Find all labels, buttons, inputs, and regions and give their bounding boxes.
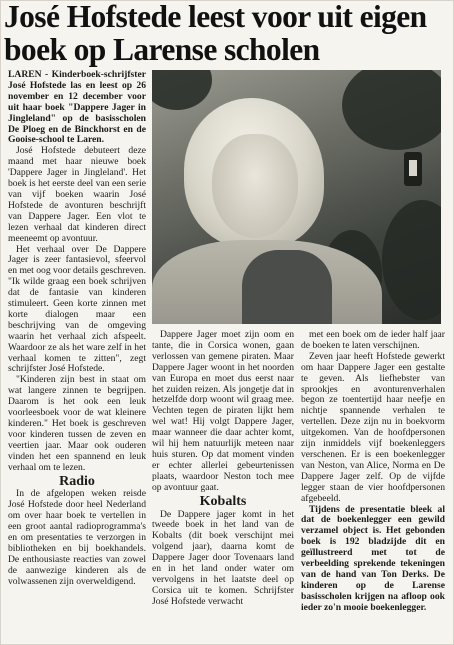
col2-body	[152, 330, 294, 494]
col1-body-paragraph: LAREN - Kinderboek-schrijfster José Hofstede las en leest op 26 november en 12 december voor uit haar boek "Dappere Jager in Jingleland" op de basisscholen De Ploeg en de Binckhorst en de Gooise-school te Laren.	[8, 69, 146, 146]
col1-body-paragraph: "Kinderen zijn best in staat om wat langere zinnen te begrijpen. Daarom is het ook een leuk voorleesboek voor de wat kleinere kinderen." Het boek is geschreven voor kinderen tussen de zeven en veertien jaar. Maar ook ouderen vinden het een spannend en leuk verhaal om te lezen.	[8, 374, 146, 473]
column-1	[8, 70, 146, 588]
photo-dress	[242, 250, 332, 324]
col1-radio-body-paragraph: In de afgelopen weken reisde José Hofstede door heel Nederland om over haar boek te vertellen in een groot aantal radioprogramma's en om presentaties te verzorgen in bibliotheken en bij boekhandels. De enthousiaste reacties van zowel de aanwezige kinderen als de volwassenen zijn overweldigend.	[8, 488, 146, 587]
col1-radio-body	[8, 489, 146, 587]
col2-body-paragraph: Dappere Jager moet zijn oom en tante, die in Corsica wonen, gaan verlossen van gemene piraten. Maar Dappere Jager woont in het noorden van Europa en moet dus eerst naar het zuiden reizen. Als jongetje dat in hetzelfde dorp woont wil graag mee. Vechten tegen de piraten lijkt hem wel wat! Hij volgt Dappere Jager, maar wanneer die daar achter komt, wil hij hem natuurlijk meteen naar huis sturen. Op dat moment vinden er echter allerlei gebeurtenissen plaats, waardoor Neston toch mee op avontuur gaat.	[152, 329, 294, 493]
col3-body-paragraph: Tijdens de presentatie bleek al dat de boekenlegger een gewild verzamel object is. Het gebonden boek is 192 bladzijde dit en geïllustreerd met tot de verbeelding sprekende tekeningen van de hand van Ton Derks. De kinderen op de Larense basisscholen krijgen na afloop ook ieder zo'n mooie boekenlegger.	[301, 503, 445, 613]
headline: José Hofstede leest voor uit eigen boek op Larense scholen	[4, 0, 427, 67]
col3-body-paragraph: met een boek om de ieder half jaar de boeken te laten verschijnen.	[301, 329, 445, 351]
col1-body-paragraph: José Hofstede debuteert deze maand met haar nieuwe boek 'Dappere Jager in Jingleland'. Het boek is het eerste deel van een serie van vijf boeken waarin José Hofstede de avonturen beschrijft van Dappere Jager. Een vlot te lezen verhaal dat kinderen direct meeneemt op avontuur.	[8, 145, 146, 244]
col1-body-paragraph: Het verhaal over De Dappere Jager is zeer fantasievol, sfeervol en met oog voor details geschreven. "Ik wilde graag een boek schrijven dat de fantasie van kinderen stimuleert. Geen korte zinnen met korte dialogen maar een beschrijving van de omgeving waarin het verhaal zich afspeelt. Waardoor ze als het ware zelf in het verhaal komen te zitten", zegt schrijfster José Hofstede.	[8, 243, 146, 375]
col2-kobalts-body-paragraph: De Dappere jager komt in het tweede boek in het land van de Kobalts (dit boek verschijnt mei volgend jaar), daarna komt de Dappere Jager door Tovenaars land en in het land onder water om vervolgens in het laatste deel op Corsica uit te komen. Schrijfster José Hofstede verwacht	[152, 508, 294, 607]
column-2	[152, 330, 294, 608]
author-photo	[152, 70, 441, 324]
col1-body	[8, 70, 146, 474]
garden-lamp	[404, 152, 422, 186]
heading-radio: Radio	[59, 473, 95, 489]
photo-face	[212, 134, 298, 238]
column-3	[301, 330, 445, 614]
col3-body	[301, 330, 445, 614]
col3-body-paragraph: Zeven jaar heeft Hofstede gewerkt om haar Dappere Jager een gestalte te geven. Als liefhebster van sprookjes en avonturenverhalen begon ze toentertijd haar neefje en nichtje spannende verhalen te vertellen. Deze zijn nu in boekvorm uitgekomen. Van de hoofdpersonen zijn inmiddels vijf boekenleggers verschenen. Er is een boekenlegger van Neston, van Alice, Norma en De Dappere Jager zelf. Op de vijfde legger staan de vier hoofdpersonen afgebeeld.	[301, 350, 445, 504]
heading-kobalts: Kobalts	[199, 493, 247, 509]
col2-kobalts-body	[152, 510, 294, 608]
